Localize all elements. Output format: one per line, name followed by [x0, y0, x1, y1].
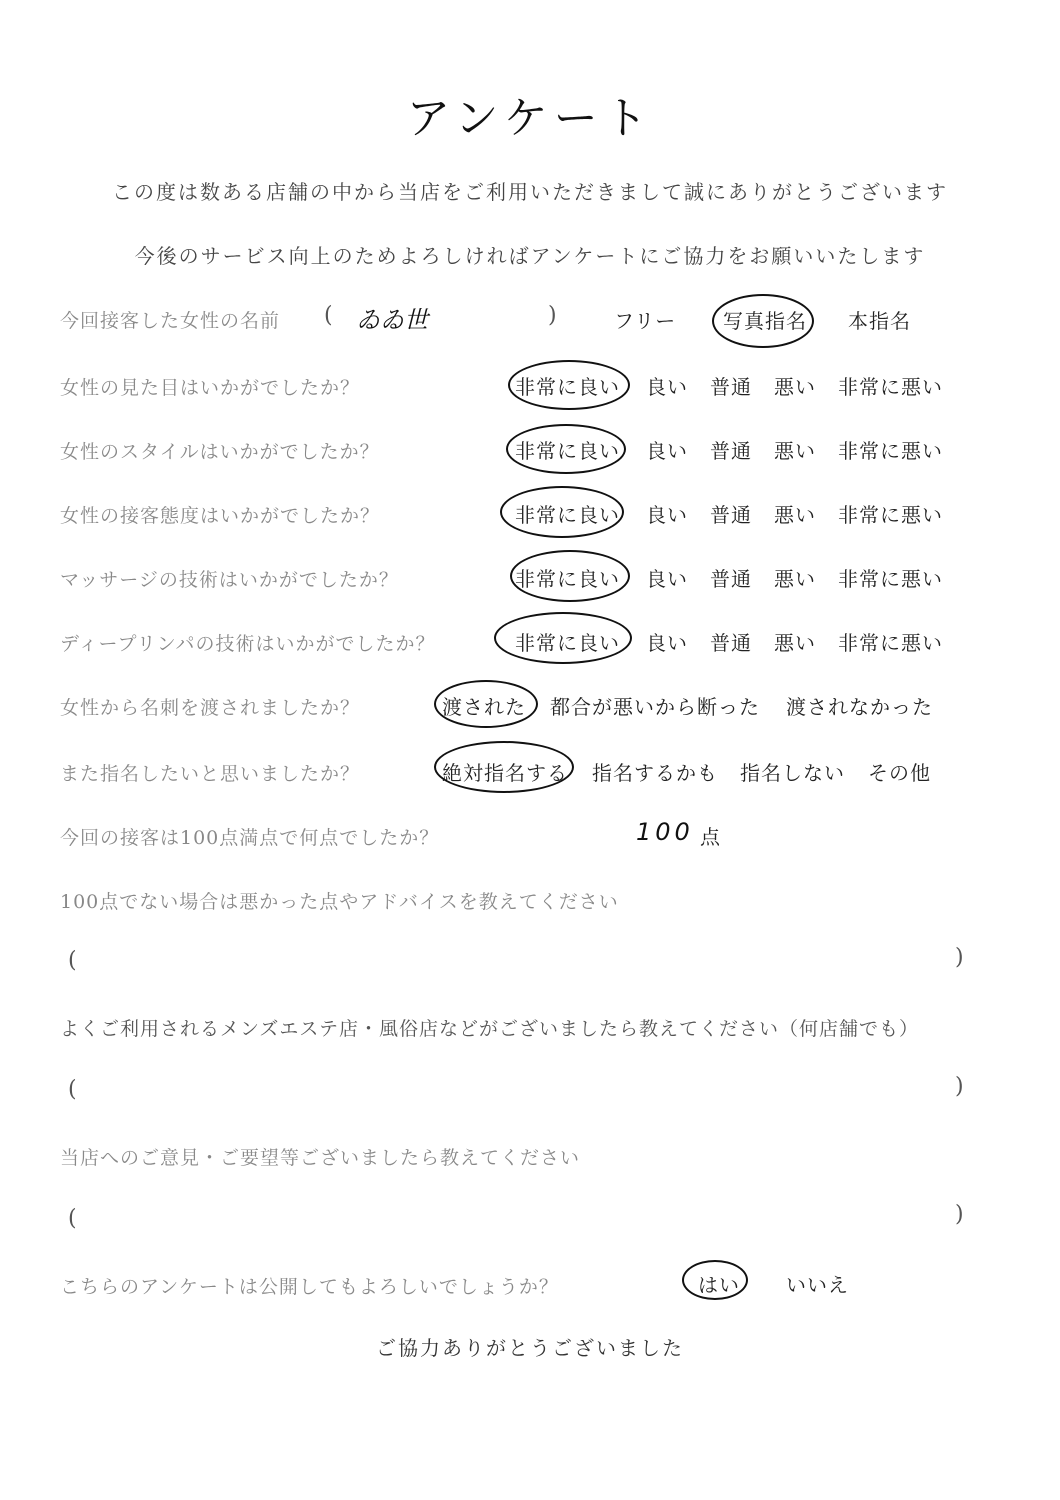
option-yes[interactable]: はい — [698, 1273, 740, 1297]
question-deep-lymph: ディープリンパの技術はいかがでしたか？ — [60, 633, 436, 655]
option-not-received[interactable]: 渡されなかった — [786, 695, 933, 719]
score-unit: 点 — [700, 825, 721, 849]
option-very-good[interactable]: 非常に良い — [515, 503, 620, 527]
option-very-bad[interactable]: 非常に悪い — [838, 439, 943, 463]
option-bad[interactable]: 悪い — [774, 439, 816, 463]
option-very-bad[interactable]: 非常に悪い — [838, 567, 943, 591]
option-very-bad[interactable]: 非常に悪い — [838, 503, 943, 527]
option-good[interactable]: 良い — [646, 439, 688, 463]
option-declined[interactable]: 都合が悪いから断った — [550, 695, 760, 719]
name-question-label: 今回接客した女性の名前 — [60, 310, 281, 332]
intro-line-2: 今後のサービス向上のためよろしければアンケートにご協力をお願いいたします — [134, 244, 926, 268]
question-advice: 100点でない場合は悪かった点やアドバイスを教えてください — [60, 891, 619, 913]
question-other-shops: よくご利用されるメンズエステ店・風俗店などがございましたら教えてください（何店舗でも） — [60, 1018, 920, 1040]
feedback-close-paren: ) — [955, 1202, 964, 1227]
option-very-good[interactable]: 非常に良い — [515, 439, 620, 463]
option-very-good[interactable]: 非常に良い — [515, 375, 620, 399]
option-very-bad[interactable]: 非常に悪い — [838, 375, 943, 399]
option-free[interactable]: フリー — [614, 309, 677, 333]
score-value: 100 — [636, 818, 694, 846]
option-bad[interactable]: 悪い — [774, 503, 816, 527]
option-bad[interactable]: 悪い — [774, 631, 816, 655]
name-close-paren: ) — [548, 303, 557, 328]
option-normal[interactable]: 普通 — [710, 631, 752, 655]
option-good[interactable]: 良い — [646, 567, 688, 591]
option-bad[interactable]: 悪い — [774, 567, 816, 591]
option-normal[interactable]: 普通 — [710, 567, 752, 591]
name-open-paren: ( — [324, 303, 333, 328]
question-business-card: 女性から名刺を渡されましたか？ — [60, 697, 361, 719]
page-title: アンケート — [406, 93, 654, 144]
advice-open-paren: ( — [68, 948, 77, 973]
option-no-publish[interactable]: いいえ — [786, 1273, 849, 1297]
question-attitude: 女性の接客態度はいかがでしたか？ — [60, 505, 381, 527]
intro-line-1: この度は数ある店舗の中から当店をご利用いただきまして誠にありがとうございます — [112, 180, 948, 204]
question-publish: こちらのアンケートは公開してもよろしいでしょうか？ — [60, 1276, 559, 1298]
option-good[interactable]: 良い — [646, 631, 688, 655]
option-normal[interactable]: 普通 — [710, 503, 752, 527]
option-very-good[interactable]: 非常に良い — [515, 567, 620, 591]
option-very-bad[interactable]: 非常に悪い — [838, 631, 943, 655]
feedback-open-paren: ( — [68, 1206, 77, 1231]
question-score: 今回の接客は100点満点で何点でしたか？ — [60, 827, 440, 849]
question-style: 女性のスタイルはいかがでしたか？ — [60, 441, 380, 463]
option-good[interactable]: 良い — [646, 503, 688, 527]
shops-close-paren: ) — [955, 1074, 964, 1099]
advice-close-paren: ) — [955, 945, 964, 970]
name-value: ゐゐ世 — [356, 306, 428, 334]
option-bad[interactable]: 悪い — [774, 375, 816, 399]
option-normal[interactable]: 普通 — [710, 439, 752, 463]
closing-message: ご協力ありがとうございました — [376, 1336, 684, 1360]
option-normal[interactable]: 普通 — [710, 375, 752, 399]
question-appearance: 女性の見た目はいかがでしたか？ — [60, 377, 361, 399]
question-feedback: 当店へのご意見・ご要望等ございましたら教えてください — [60, 1147, 581, 1169]
option-very-good[interactable]: 非常に良い — [515, 631, 620, 655]
question-massage: マッサージの技術はいかがでしたか？ — [60, 569, 399, 591]
shops-open-paren: ( — [68, 1077, 77, 1102]
option-received[interactable]: 渡された — [442, 695, 526, 719]
option-other[interactable]: その他 — [868, 761, 931, 785]
option-no[interactable]: 指名しない — [740, 761, 845, 785]
option-maybe[interactable]: 指名するかも — [592, 761, 718, 785]
option-photo-nomination[interactable]: 写真指名 — [723, 309, 807, 333]
question-repeat: また指名したいと思いましたか？ — [60, 763, 361, 785]
option-definitely[interactable]: 絶対指名する — [442, 761, 568, 785]
option-good[interactable]: 良い — [646, 375, 688, 399]
option-regular-nomination[interactable]: 本指名 — [848, 309, 911, 333]
